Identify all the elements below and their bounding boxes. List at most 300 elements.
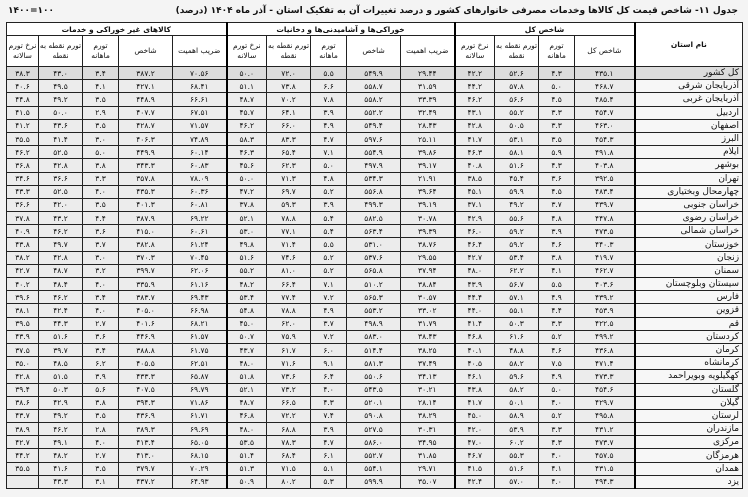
food-monthly-cell: ۴.۸ [311, 172, 347, 185]
food-index-cell: ۵۸۶.۰ [347, 436, 401, 449]
nonfood-monthly-cell: ۳.۵ [83, 119, 119, 132]
header-total-p2p: تورم نقطه به نقطه [495, 36, 539, 67]
food-weight-cell: ۳۹.۱۹ [401, 198, 455, 211]
nonfood-weight-cell: ۶۱.۷۱ [173, 409, 227, 422]
total-annual-cell: ۴۲.۲ [455, 67, 495, 80]
nonfood-monthly-cell: ۳.۵ [83, 462, 119, 475]
table-row [7, 423, 743, 436]
food-annual-cell: ۴۵.۶ [227, 159, 267, 172]
food-p2p-cell: ۶۵.۴ [267, 146, 311, 159]
total-index-cell: ۴۹۵.۸ [575, 409, 635, 422]
food-annual-cell: ۵۱.۴ [227, 449, 267, 462]
nonfood-monthly-cell: ۲.۷ [83, 449, 119, 462]
header-nonfood-annual: نرخ تورم سالانه [7, 36, 39, 67]
total-monthly-cell: ۳.۳ [539, 119, 575, 132]
total-monthly-cell: ۵.۵ [539, 278, 575, 291]
nonfood-annual-cell: ۳۸.۱ [7, 304, 39, 317]
food-index-cell: ۵۱۴.۴ [347, 343, 401, 356]
nonfood-annual-cell: ۳۵.۵ [7, 462, 39, 475]
food-p2p-cell: ۷۳.۲ [267, 383, 311, 396]
food-p2p-cell: ۶۱.۷ [267, 343, 311, 356]
total-annual-cell: ۴۳.۹ [455, 278, 495, 291]
header-province: نام استان [635, 23, 743, 67]
food-index-cell: ۵۹۹.۹ [347, 475, 401, 488]
nonfood-weight-cell: ۶۸.۱۵ [173, 449, 227, 462]
total-p2p-cell: ۵۳.۱ [495, 132, 539, 145]
food-p2p-cell: ۶۸.۸ [267, 423, 311, 436]
table-row [7, 251, 743, 264]
nonfood-index-cell: ۴۱۳.۰ [119, 449, 173, 462]
nonfood-index-cell: ۴۳۷.۲ [119, 475, 173, 488]
total-index-cell: ۴۵۴.۷ [575, 106, 635, 119]
nonfood-index-cell: ۴۳۵.۳ [119, 185, 173, 198]
province-name-cell: بوشهر [635, 159, 743, 172]
food-monthly-cell: ۷.۱ [311, 278, 347, 291]
province-name-cell: قزوین [635, 304, 743, 317]
food-monthly-cell: ۵.۰ [311, 159, 347, 172]
food-monthly-cell: ۷.۲ [311, 291, 347, 304]
food-annual-cell: ۵۰.۹ [227, 475, 267, 488]
nonfood-annual-cell: ۴۴.۸ [7, 93, 39, 106]
food-index-cell: ۵۵۳.۲ [347, 304, 401, 317]
nonfood-annual-cell: ۴۰.۹ [7, 225, 39, 238]
total-monthly-cell: ۴.۴ [539, 304, 575, 317]
total-p2p-cell: ۵۰.۱ [495, 396, 539, 409]
food-weight-cell: ۳۸.۴۳ [401, 330, 455, 343]
food-weight-cell: ۳۱.۸۵ [401, 449, 455, 462]
nonfood-monthly-cell: ۲.۸ [83, 423, 119, 436]
nonfood-p2p-cell: ۵۲.۵ [39, 185, 83, 198]
food-weight-cell: ۳۸.۸۴ [401, 278, 455, 291]
food-index-cell: ۴۹۷.۹ [347, 159, 401, 172]
food-annual-cell: ۵۸.۳ [227, 132, 267, 145]
province-name-cell: همدان [635, 462, 743, 475]
header-food-p2p: تورم نقطه به نقطه [267, 36, 311, 67]
nonfood-weight-cell: ۶۶.۶۱ [173, 93, 227, 106]
total-p2p-cell: ۵۱.۶ [495, 159, 539, 172]
nonfood-p2p-cell: ۴۱.۶ [39, 462, 83, 475]
nonfood-p2p-cell: ۴۲.۸ [39, 251, 83, 264]
nonfood-monthly-cell: ۳.۰ [83, 132, 119, 145]
nonfood-p2p-cell: ۴۶.۲ [39, 225, 83, 238]
food-index-cell: ۵۲۰.۱ [347, 396, 401, 409]
food-annual-cell: ۵۱.۸ [227, 370, 267, 383]
food-annual-cell: ۴۳.۷ [227, 343, 267, 356]
nonfood-weight-cell: ۶۱.۱۶ [173, 278, 227, 291]
total-p2p-cell: ۵۱.۶ [495, 462, 539, 475]
table-row [7, 383, 743, 396]
header-nonfood-p2p: تورم نقطه به نقطه [39, 36, 83, 67]
food-monthly-cell: ۳.۹ [311, 106, 347, 119]
food-weight-cell: ۳۸.۲۹ [401, 409, 455, 422]
total-index-cell: ۳۹۲.۵ [575, 172, 635, 185]
province-name-cell: البرز [635, 132, 743, 145]
nonfood-monthly-cell: ۳.۵ [83, 93, 119, 106]
total-monthly-cell: ۴.۱ [539, 462, 575, 475]
food-annual-cell: ۵۰.۷ [227, 330, 267, 343]
food-p2p-cell: ۶۴.۱ [267, 106, 311, 119]
food-monthly-cell: ۷.۲ [311, 330, 347, 343]
nonfood-index-cell: ۴۴۸.۹ [119, 93, 173, 106]
food-annual-cell: ۵۱.۶ [227, 251, 267, 264]
food-annual-cell: ۴۷.۲ [227, 185, 267, 198]
total-monthly-cell: ۴.۵ [539, 185, 575, 198]
total-index-cell: ۴۷۳.۳ [575, 370, 635, 383]
nonfood-annual-cell: ۴۳.۹ [7, 330, 39, 343]
province-name-cell: اردبیل [635, 106, 743, 119]
nonfood-monthly-cell: ۳.۷ [83, 238, 119, 251]
total-annual-cell: ۴۰.۵ [455, 357, 495, 370]
food-annual-cell: ۵۱.۱ [227, 80, 267, 93]
total-monthly-cell: ۴.۹ [539, 370, 575, 383]
nonfood-weight-cell: ۶۲.۵۱ [173, 357, 227, 370]
nonfood-monthly-cell: ۴.۰ [83, 436, 119, 449]
nonfood-index-cell: ۴۳۶.۹ [119, 409, 173, 422]
table-row [7, 396, 743, 409]
total-monthly-cell: ۵.۲ [539, 409, 575, 422]
table-row [7, 278, 743, 291]
nonfood-monthly-cell: ۳.۴ [83, 343, 119, 356]
total-p2p-cell: ۵۹.۲ [495, 238, 539, 251]
base-year: ۱۴۰۰=۱۰۰ [8, 6, 54, 16]
total-annual-cell: ۴۱.۷ [455, 396, 495, 409]
food-p2p-cell: ۶۲.۳ [267, 159, 311, 172]
table-row [7, 146, 743, 159]
food-p2p-cell: ۷۲.۲ [267, 409, 311, 422]
header-nonfood-weight: ضریب اهمیت [173, 36, 227, 67]
total-p2p-cell: ۵۹.۲ [495, 225, 539, 238]
nonfood-p2p-cell: ۴۸.۴ [39, 278, 83, 291]
province-name-cell: سیستان وبلوچستان [635, 278, 743, 291]
total-p2p-cell: ۵۶.۶ [495, 93, 539, 106]
food-weight-cell: ۳۹.۳۹ [401, 225, 455, 238]
table-row [7, 93, 743, 106]
food-p2p-cell: ۷۲.۰ [267, 67, 311, 80]
food-annual-cell: ۴۹.۸ [227, 238, 267, 251]
nonfood-p2p-cell: ۴۹.۱ [39, 436, 83, 449]
table-title: جدول ۱۱- شاخص قیمت کل کالاها وخدمات مصرفی خانوارهای کشور و درصد تغییرات آن به تفکیک استان - آذر ماه ۱۴۰۴ (درصد) [175, 6, 738, 16]
food-weight-cell: ۳۱.۷۹ [401, 317, 455, 330]
food-p2p-cell: ۷۵.۹ [267, 330, 311, 343]
food-p2p-cell: ۶۸.۴ [267, 449, 311, 462]
total-p2p-cell: ۵۶.۷ [495, 278, 539, 291]
nonfood-monthly-cell: ۳.۶ [83, 330, 119, 343]
food-weight-cell: ۳۳.۳۹ [401, 93, 455, 106]
nonfood-weight-cell: ۶۴.۹۳ [173, 475, 227, 488]
total-annual-cell: ۴۱.۵ [455, 462, 495, 475]
total-monthly-cell: ۳.۷ [539, 198, 575, 211]
total-monthly-cell: ۳.۹ [539, 225, 575, 238]
total-annual-cell: ۴۴.۲ [455, 80, 495, 93]
header-total-monthly: تورم ماهانه [539, 36, 575, 67]
nonfood-monthly-cell: ۳.۵ [83, 409, 119, 422]
total-monthly-cell: ۷.۵ [539, 357, 575, 370]
food-weight-cell: ۲۹.۷۱ [401, 462, 455, 475]
total-p2p-cell: ۵۰.۵ [495, 119, 539, 132]
total-monthly-cell: ۴.۶ [539, 238, 575, 251]
food-monthly-cell: ۳.۹ [311, 423, 347, 436]
table-row [7, 185, 743, 198]
food-p2p-cell: ۷۷.۱ [267, 225, 311, 238]
food-annual-cell: ۵۳.۰ [227, 225, 267, 238]
nonfood-index-cell: ۴۱۵.۰ [119, 225, 173, 238]
province-name-cell: آذربایجان غربی [635, 93, 743, 106]
food-index-cell: ۵۸۳.۰ [347, 330, 401, 343]
nonfood-weight-cell: ۷۰.۴۵ [173, 251, 227, 264]
total-p2p-cell: ۵۹.۶ [495, 370, 539, 383]
nonfood-weight-cell: ۷۱.۵۷ [173, 119, 227, 132]
nonfood-monthly-cell: ۴.۰ [83, 185, 119, 198]
nonfood-annual-cell: ۴۱.۲ [7, 119, 39, 132]
total-p2p-cell: ۶۲.۲ [495, 264, 539, 277]
food-p2p-cell: ۷۴.۶ [267, 251, 311, 264]
nonfood-annual-cell: ۳۵.۵ [7, 132, 39, 145]
nonfood-annual-cell: ۴۱.۵ [7, 106, 39, 119]
food-annual-cell: ۵۳.۴ [227, 291, 267, 304]
total-annual-cell: ۴۲.۷ [455, 251, 495, 264]
total-monthly-cell: ۴.۰ [539, 449, 575, 462]
total-annual-cell: ۴۶.۰ [455, 225, 495, 238]
total-p2p-cell: ۵۷.۰ [495, 475, 539, 488]
nonfood-weight-cell: ۶۰.۸۳ [173, 159, 227, 172]
food-monthly-cell: ۵.۳ [311, 475, 347, 488]
nonfood-monthly-cell: ۴.۰ [83, 304, 119, 317]
food-p2p-cell: ۷۸.۳ [267, 436, 311, 449]
food-p2p-cell: ۷۳.۸ [267, 80, 311, 93]
nonfood-monthly-cell: ۳.۸ [83, 159, 119, 172]
nonfood-p2p-cell: ۳۹.۷ [39, 343, 83, 356]
food-p2p-cell: ۶۲.۰ [267, 317, 311, 330]
food-monthly-cell: ۵.۵ [311, 238, 347, 251]
food-monthly-cell: ۵.۱ [311, 462, 347, 475]
food-monthly-cell: ۶.۱ [311, 449, 347, 462]
province-name-cell: مازندران [635, 423, 743, 436]
province-name-cell: قم [635, 317, 743, 330]
food-p2p-cell: ۶۹.۷ [267, 185, 311, 198]
nonfood-weight-cell: ۶۱.۲۴ [173, 238, 227, 251]
header-total-index: شاخص کل [575, 36, 635, 67]
food-monthly-cell: ۵.۴ [311, 212, 347, 225]
total-index-cell: ۴۴۷.۸ [575, 212, 635, 225]
province-name-cell: کرمان [635, 343, 743, 356]
total-monthly-cell: ۳.۳ [539, 317, 575, 330]
total-p2p-cell: ۵۷.۱ [495, 291, 539, 304]
nonfood-p2p-cell: ۴۸.۲ [39, 449, 83, 462]
nonfood-index-cell: ۳۸۸.۸ [119, 343, 173, 356]
table-row [7, 159, 743, 172]
province-name-cell: خراسان شمالی [635, 225, 743, 238]
food-monthly-cell: ۴.۰ [311, 383, 347, 396]
nonfood-weight-cell: ۷۸.۰۹ [173, 172, 227, 185]
nonfood-p2p-cell: ۴۹.۲ [39, 409, 83, 422]
nonfood-index-cell: ۴۰۱.۳ [119, 198, 173, 211]
food-weight-cell: ۲۸.۱۴ [401, 396, 455, 409]
nonfood-index-cell: ۳۴۳.۳ [119, 159, 173, 172]
food-p2p-cell: ۷۸.۸ [267, 212, 311, 225]
nonfood-weight-cell: ۶۸.۴۱ [173, 80, 227, 93]
food-index-cell: ۵۹۰.۸ [347, 409, 401, 422]
nonfood-index-cell: ۴۴۶.۹ [119, 330, 173, 343]
food-annual-cell: ۵۵.۲ [227, 264, 267, 277]
nonfood-annual-cell: ۳۹.۶ [7, 291, 39, 304]
total-p2p-cell: ۶۰.۲ [495, 436, 539, 449]
header-group-total: شاخص کل [455, 23, 635, 36]
nonfood-annual-cell: ۴۳.۸ [7, 238, 39, 251]
food-monthly-cell: ۴.۹ [311, 119, 347, 132]
province-name-cell: لرستان [635, 409, 743, 422]
food-index-cell: ۵۵۶.۸ [347, 185, 401, 198]
food-weight-cell: ۳۰.۷۸ [401, 212, 455, 225]
table-row [7, 462, 743, 475]
nonfood-weight-cell: ۷۱.۸۶ [173, 396, 227, 409]
nonfood-p2p-cell: ۴۹.۵ [39, 80, 83, 93]
nonfood-weight-cell: ۶۹.۲۲ [173, 212, 227, 225]
total-index-cell: ۴۰۳.۶ [575, 278, 635, 291]
food-monthly-cell: ۳.۹ [311, 198, 347, 211]
total-monthly-cell: ۳.۵ [539, 132, 575, 145]
nonfood-p2p-cell: ۴۲.۰ [39, 198, 83, 211]
nonfood-annual-cell: ۴۴.۲ [7, 449, 39, 462]
food-weight-cell: ۲۹.۵۵ [401, 251, 455, 264]
nonfood-annual-cell: ۴۲.۷ [7, 264, 39, 277]
food-monthly-cell: ۵.۲ [311, 264, 347, 277]
food-index-cell: ۵۴۹.۹ [347, 67, 401, 80]
header-food-monthly: تورم ماهانه [311, 36, 347, 67]
food-annual-cell: ۵۰.۰ [227, 67, 267, 80]
table-row [7, 449, 743, 462]
food-weight-cell: ۳۹.۸۶ [401, 146, 455, 159]
total-index-cell: ۴۳۶.۸ [575, 343, 635, 356]
header-food-annual: نرخ تورم سالانه [227, 36, 267, 67]
total-annual-cell: ۴۶.۱ [455, 370, 495, 383]
total-annual-cell: ۳۸.۵ [455, 172, 495, 185]
nonfood-annual-cell: ۳۹.۴ [7, 383, 39, 396]
food-weight-cell: ۳۸.۷۶ [401, 238, 455, 251]
total-annual-cell: ۴۷.۰ [455, 436, 495, 449]
nonfood-annual-cell [7, 475, 39, 488]
total-index-cell: ۴۲۲.۵ [575, 317, 635, 330]
nonfood-weight-cell: ۶۰.۳۶ [173, 185, 227, 198]
total-annual-cell: ۴۳.۸ [455, 383, 495, 396]
nonfood-annual-cell: ۳۶.۸ [7, 159, 39, 172]
total-annual-cell: ۴۶.۸ [455, 330, 495, 343]
total-p2p-cell: ۵۰.۳ [495, 317, 539, 330]
nonfood-p2p-cell: ۴۲.۸ [39, 159, 83, 172]
food-index-cell: ۵۵۲.۷ [347, 449, 401, 462]
total-p2p-cell: ۵۸.۲ [495, 357, 539, 370]
table-row [7, 357, 743, 370]
nonfood-monthly-cell: ۵.۶ [83, 383, 119, 396]
food-weight-cell: ۳۰.۳۱ [401, 423, 455, 436]
food-p2p-cell: ۸۱.۰ [267, 264, 311, 277]
nonfood-weight-cell: ۶۵.۰۵ [173, 436, 227, 449]
nonfood-p2p-cell: ۴۹.۲ [39, 93, 83, 106]
food-p2p-cell: ۷۳.۶ [267, 370, 311, 383]
total-annual-cell: ۳۷.۱ [455, 198, 495, 211]
total-monthly-cell: ۳.۶ [539, 172, 575, 185]
nonfood-index-cell: ۴۰۷.۵ [119, 383, 173, 396]
nonfood-annual-cell: ۳۸.۳ [7, 67, 39, 80]
total-index-cell: ۴۸۵.۴ [575, 93, 635, 106]
nonfood-monthly-cell: ۳.۲ [83, 264, 119, 277]
total-annual-cell: ۴۶.۷ [455, 449, 495, 462]
food-monthly-cell: ۷.۱ [311, 146, 347, 159]
food-p2p-cell: ۷۱.۵ [267, 462, 311, 475]
food-p2p-cell: ۷۷.۴ [267, 291, 311, 304]
province-name-cell: ایلام [635, 146, 743, 159]
food-annual-cell: ۳۷.۸ [227, 198, 267, 211]
food-index-cell: ۵۶۳.۴ [347, 225, 401, 238]
table-row-national [7, 67, 743, 80]
total-index-cell: ۴۲۹.۷ [575, 396, 635, 409]
food-annual-cell: ۵۲.۱ [227, 212, 267, 225]
food-monthly-cell: ۶.۰ [311, 343, 347, 356]
nonfood-index-cell: ۳۹۹.۷ [119, 264, 173, 277]
nonfood-monthly-cell: ۲.۷ [83, 317, 119, 330]
total-annual-cell: ۴۰.۸ [455, 159, 495, 172]
total-monthly-cell: ۴.۸ [539, 212, 575, 225]
food-index-cell: ۴۹۹.۳ [347, 198, 401, 211]
food-monthly-cell: ۵.۴ [311, 225, 347, 238]
food-index-cell: ۵۵۸.۷ [347, 80, 401, 93]
total-index-cell: ۴۷۳.۷ [575, 436, 635, 449]
food-monthly-cell: ۴.۷ [311, 436, 347, 449]
province-name-cell: فارس [635, 291, 743, 304]
food-weight-cell: ۳۴.۱۳ [401, 370, 455, 383]
total-index-cell: ۴۱۹.۷ [575, 251, 635, 264]
total-annual-cell: ۴۰.۱ [455, 343, 495, 356]
food-annual-cell: ۵۰.۰ [227, 172, 267, 185]
nonfood-index-cell: ۴۱۳.۴ [119, 436, 173, 449]
total-index-cell: ۴۹۴.۳ [575, 475, 635, 488]
total-p2p-cell: ۵۳.۹ [495, 423, 539, 436]
nonfood-monthly-cell: ۳.۴ [83, 291, 119, 304]
total-monthly-cell: ۵.۰ [539, 383, 575, 396]
nonfood-p2p-cell: ۳۶.۶ [39, 172, 83, 185]
nonfood-monthly-cell: ۵.۰ [83, 146, 119, 159]
total-monthly-cell: ۴.۹ [539, 291, 575, 304]
table-row [7, 436, 743, 449]
food-weight-cell: ۲۸.۴۳ [401, 119, 455, 132]
food-index-cell: ۵۳۴.۳ [347, 172, 401, 185]
nonfood-weight-cell: ۶۱.۷۵ [173, 343, 227, 356]
nonfood-annual-cell: ۳۴.۶ [7, 172, 39, 185]
province-name-cell: تهران [635, 172, 743, 185]
food-p2p-cell: ۵۹.۳ [267, 198, 311, 211]
nonfood-weight-cell: ۶۰.۶۱ [173, 225, 227, 238]
nonfood-annual-cell: ۳۶.۶ [7, 198, 39, 211]
total-monthly-cell: ۵.۲ [539, 330, 575, 343]
total-index-cell: ۴۳۹.۲ [575, 291, 635, 304]
food-annual-cell: ۵۱.۳ [227, 462, 267, 475]
nonfood-index-cell: ۳۳۵.۹ [119, 278, 173, 291]
table-row [7, 409, 743, 422]
food-weight-cell: ۳۳.۰۲ [401, 304, 455, 317]
food-annual-cell: ۴۵.۰ [227, 317, 267, 330]
total-monthly-cell: ۴.۳ [539, 159, 575, 172]
nonfood-weight-cell: ۶۰.۸۱ [173, 198, 227, 211]
nonfood-annual-cell: ۳۵.۰ [7, 357, 39, 370]
nonfood-weight-cell: ۶۸.۲۱ [173, 317, 227, 330]
nonfood-index-cell: ۴۰۶.۳ [119, 132, 173, 145]
nonfood-p2p-cell: ۴۲.۴ [39, 304, 83, 317]
food-p2p-cell: ۷۱.۶ [267, 357, 311, 370]
food-index-cell: ۵۹۷.۶ [347, 132, 401, 145]
total-annual-cell: ۴۶.۲ [455, 93, 495, 106]
total-index-cell: ۴۵۴.۶ [575, 383, 635, 396]
nonfood-monthly-cell: ۳.۴ [83, 67, 119, 80]
nonfood-weight-cell: ۶۰.۱۴ [173, 146, 227, 159]
